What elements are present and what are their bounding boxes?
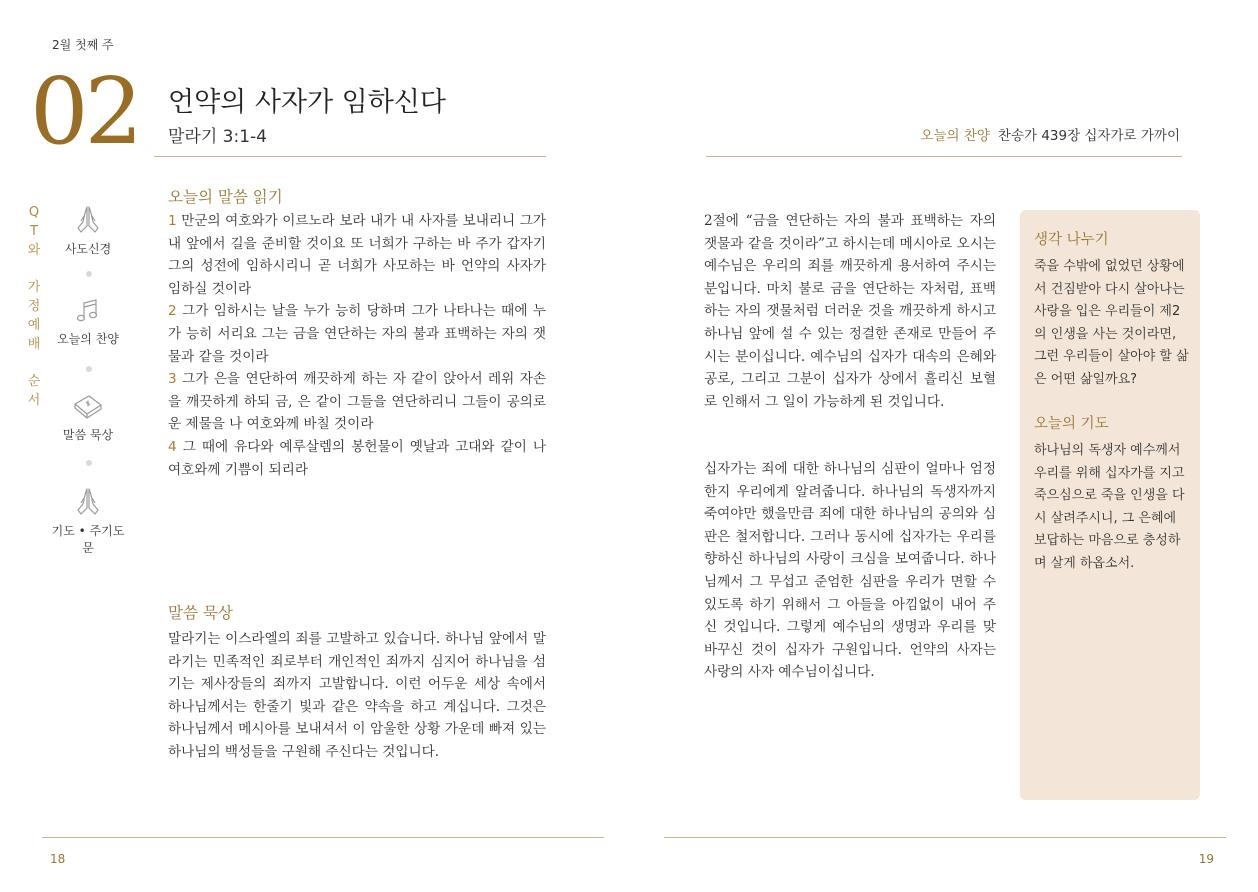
prayer-heading: 오늘의 기도 [1034,416,1109,432]
vertical-char: 예 [27,317,41,333]
sidebar-item-label: 사도신경 [64,242,112,256]
praying-hands-icon [73,204,103,236]
footer-divider-left [42,837,604,838]
step-dot [86,460,92,466]
verse [168,368,546,436]
page-number-left: 18 [50,852,66,866]
meditation-paragraph-1: 말라기는 이스라엘의 죄를 고발하고 있습니다. 하나님 앞에서 말라기는 민족적인 죄로부터 개인적인 죄까지 심지어 하나님을 섬기는 제사장들의 죄까지 고발합니다. 이런 어두운 세상 속에서 하나님께서는 한줄기 빛과 같은 약속을 하고 계십니다. 그것은 하나님께서 메시아를 보내셔서 이 암울한 상황 가운데 빠져 있는 하나님의 백성들을 구원해 주신다는 것입니다. [168,631,546,760]
verse-text: 그가 은을 연단하여 깨끗하게 하는 자 같이 앉아서 레위 자손을 깨끗하게 하되 금, 은 같이 그들을 연단하리니 그들이 공의로운 제물을 나 여호와께 바칠 것이라 [168,371,546,433]
sidebar-item-hymn [48,298,128,347]
share-heading: 생각 나누기 [1034,232,1109,248]
sidebar-item-label: 기도 • 주기도문 [51,524,125,555]
sidebar-item-meditation [48,392,128,443]
hymn-line [920,124,1180,144]
scripture-reference: 말라기 3:1-4 [168,127,267,147]
header-divider-right [706,156,1182,157]
meditation-paragraph-2: 2절에 “금을 연단하는 자의 불과 표백하는 자의 잿물과 같을 것이라”고 하시는데 메시아로 오시는 예수님은 우리의 죄를 깨끗하게 용서하여 주시는 분입니다. 마치 불로 금을 연단하는 자처럼, 표백하는 자의 잿물처럼 더러운 것을 깨끗하게 하시고 하나님 앞에 설 수 있는 정결한 존재로 만들어 주시는 분이십니다. 예수님의 십자가 대속의 은혜와 공로, 그리고 그분이 십자가 상에서 흘리신 보혈로 인해서 그 일이 가능하게 된 것입니다. [704,213,996,410]
meditation-paragraph-3: 십자가는 죄에 대한 하나님의 심판이 얼마나 엄정한지 우리에게 알려줍니다. 하나님의 독생자까지 죽여야만 했을만큼 죄에 대한 하나님의 공의와 심판은 철저합니다. 그러나 동시에 십자가는 우리를 향하신 하나님의 사랑이 크심을 보여줍니다. 하나님께서 그 무섭고 준엄한 심판을 우리가 면할 수 있도록 하기 위해서 그 아들을 아낌없이 내어 주신 것입니다. 그렇게 예수님의 생명과 우리를 맞바꾸신 것이 십자가 구원입니다. 언약의 사자는 사랑의 사자 예수님이십니다. [704,461,996,681]
verse-number: 2 [168,303,177,320]
vertical-order-label [26,204,42,411]
verse [168,436,546,481]
bible-icon [72,392,104,422]
step-dot [86,271,92,277]
prayer-text: 하나님의 독생자 예수께서 우리를 위해 십자가를 지고 죽으심으로 죽을 인생을 다시 살려주시니, 그 은혜에 보답하는 마음으로 충성하며 살게 하옵소서. [1034,443,1185,571]
vertical-char: 와 [27,242,41,258]
page-number-right: 19 [1198,852,1214,866]
meditation-heading: 말씀 묵상 [168,604,233,622]
music-note-icon [73,298,103,326]
vertical-char: Q [28,205,40,220]
sidebar-item-prayer [48,486,128,556]
vertical-gap [26,354,42,373]
verse [168,300,546,368]
reading-heading: 오늘의 말씀 읽기 [168,188,283,206]
verse [168,210,546,300]
sidebar-item-label: 말씀 묵상 [62,428,114,442]
praying-hands-icon [73,486,103,518]
verse-number: 4 [168,438,177,455]
share-text: 죽을 수밖에 없었던 상황에서 건짐받아 다시 살아나는 사랑을 입은 우리들이 제2의 인생을 사는 것이라면, 그런 우리들이 살아야 할 삶은 어떤 삶일까요? [1034,259,1189,387]
footer-divider-right [664,837,1226,838]
step-dot [86,366,92,372]
sidebar-item-label: 오늘의 찬양 [57,332,119,346]
vertical-char: 순 [27,374,41,390]
day-number: 02 [30,58,140,165]
header-divider-left [154,156,546,157]
vertical-char: 가 [27,280,41,296]
vertical-char: 서 [27,392,41,408]
scripture-text [168,210,546,481]
verse-text: 만군의 여호와가 이르노라 보라 내가 내 사자를 보내리니 그가 내 앞에서 길을 준비할 것이요 또 너희가 구하는 바 주가 갑자기 그의 성전에 임하시리니 곧 너희가 사모하는 바 언약의 사자가 임하실 것이라 [168,213,546,297]
vertical-char: 정 [27,298,41,314]
verse-number: 1 [168,213,177,229]
week-label: 2월 첫째 주 [52,38,114,52]
reflection-box [1020,210,1200,800]
sidebar-item-creed [48,204,128,257]
verse-text: 그 때에 유다와 예루살렘의 봉헌물이 옛날과 고대와 같이 나 여호와께 기쁨이 되리라 [168,438,546,478]
hymn-value: 찬송가 439장 십자가로 가까이 [997,128,1180,144]
vertical-char: 배 [27,336,41,352]
vertical-char: T [30,223,38,239]
verse-number: 3 [168,371,177,388]
hymn-label: 오늘의 찬양 [920,128,990,144]
page-title: 언약의 사자가 임하신다 [168,87,446,118]
vertical-gap [26,260,42,279]
verse-text: 그가 임하시는 날을 누가 능히 당하며 그가 나타나는 때에 누가 능히 서리요 그는 금을 연단하는 자의 불과 표백하는 자의 잿물과 같을 것이라 [168,303,546,365]
